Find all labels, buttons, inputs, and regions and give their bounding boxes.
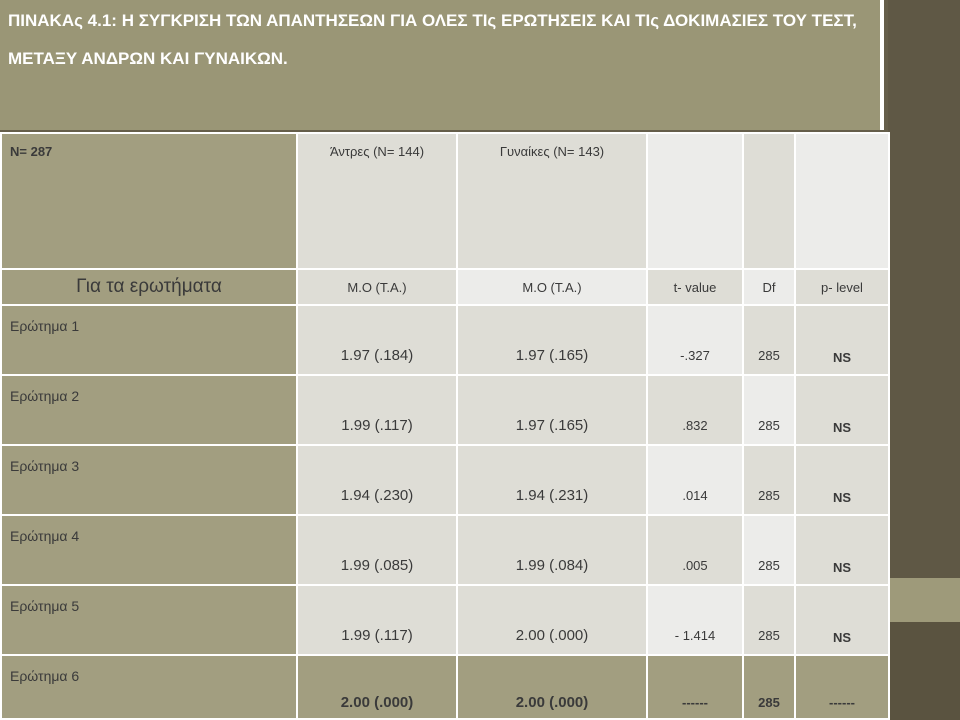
df-value: 285 <box>743 515 795 585</box>
question-label: Ερώτημα 2 <box>1 375 297 445</box>
men-group-label: Άντρες (N= 144) <box>297 133 457 269</box>
t-value: .014 <box>647 445 743 515</box>
table-header-row <box>1 269 889 305</box>
decor-strip-top <box>888 0 960 578</box>
p-value: NS <box>795 515 889 585</box>
table-row <box>1 515 889 585</box>
t-value: -.327 <box>647 305 743 375</box>
men-value: 1.97 (.184) <box>297 305 457 375</box>
p-value: NS <box>795 305 889 375</box>
p-value: NS <box>795 585 889 655</box>
t-value-header: t- value <box>647 269 743 305</box>
sample-size-label: N= 287 <box>1 133 297 269</box>
men-mean-header: M.O (T.A.) <box>297 269 457 305</box>
decor-strip-accent <box>888 578 960 622</box>
p-value: NS <box>795 445 889 515</box>
men-value: 1.94 (.230) <box>297 445 457 515</box>
questions-header: Για τα ερωτήματα <box>1 269 297 305</box>
women-mean-header: M.O (T.A.) <box>457 269 647 305</box>
women-group-label: Γυναίκες (N= 143) <box>457 133 647 269</box>
men-value: 1.99 (.117) <box>297 375 457 445</box>
df-value: 285 <box>743 305 795 375</box>
table-title: ΠΙΝΑΚΑς 4.1: Η ΣΥΓΚΡΙΣΗ ΤΩΝ ΑΠΑΝΤΗΣΕΩΝ ΓΙΑ ΟΛΕΣ ΤΙς ΕΡΩΤΗΣΕΙΣ ΚΑΙ ΤΙς ΔΟΚΙΜΑΣΙΕΣ ΤΟΥ ΤΕΣΤ, ΜΕΤΑΞΥ ΑΝΔΡΩΝ ΚΑΙ ΓΥΝΑΙΚΩΝ. <box>0 0 884 130</box>
table-row <box>1 305 889 375</box>
women-value: 2.00 (.000) <box>457 655 647 719</box>
women-value: 1.94 (.231) <box>457 445 647 515</box>
df-value: 285 <box>743 585 795 655</box>
table-row <box>1 585 889 655</box>
women-value: 1.97 (.165) <box>457 375 647 445</box>
empty-cell <box>647 133 743 269</box>
decor-strip-bottom <box>888 622 960 720</box>
t-value: - 1.414 <box>647 585 743 655</box>
p-level-header: p- level <box>795 269 889 305</box>
t-value: .005 <box>647 515 743 585</box>
men-value: 2.00 (.000) <box>297 655 457 719</box>
empty-cell <box>795 133 889 269</box>
question-label: Ερώτημα 6 <box>1 655 297 719</box>
p-value: ------ <box>795 655 889 719</box>
df-header: Df <box>743 269 795 305</box>
question-label: Ερώτημα 3 <box>1 445 297 515</box>
table-row <box>1 655 889 719</box>
df-value: 285 <box>743 445 795 515</box>
p-value: NS <box>795 375 889 445</box>
question-label: Ερώτημα 5 <box>1 585 297 655</box>
question-label: Ερώτημα 1 <box>1 305 297 375</box>
women-value: 1.97 (.165) <box>457 305 647 375</box>
comparison-table <box>0 132 890 720</box>
empty-cell <box>743 133 795 269</box>
df-value: 285 <box>743 655 795 719</box>
table-row-groups <box>1 133 889 269</box>
t-value: ------ <box>647 655 743 719</box>
table-row <box>1 375 889 445</box>
df-value: 285 <box>743 375 795 445</box>
men-value: 1.99 (.085) <box>297 515 457 585</box>
t-value: .832 <box>647 375 743 445</box>
women-value: 2.00 (.000) <box>457 585 647 655</box>
women-value: 1.99 (.084) <box>457 515 647 585</box>
question-label: Ερώτημα 4 <box>1 515 297 585</box>
table-row <box>1 445 889 515</box>
men-value: 1.99 (.117) <box>297 585 457 655</box>
